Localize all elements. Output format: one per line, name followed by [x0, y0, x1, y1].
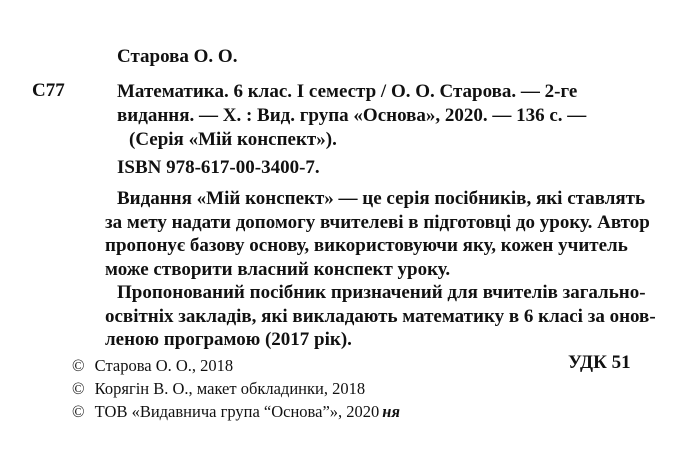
abstract-line: Видання «Мій конспект» — це серія посібників, які ставлять	[117, 188, 646, 209]
isbn: ISBN 978-617-00-3400-7.	[117, 157, 320, 178]
abstract-line: освітніх закладів, які викладають математику в 6 класі за онов-	[105, 305, 656, 327]
copyright-text: ТОВ «Видавнича група “Основа”», 2020	[94, 402, 380, 421]
copyright-text: Корягін В. О., макет обкладинки, 2018	[94, 379, 366, 398]
copyright-icon: ©	[72, 356, 85, 375]
abstract-line: пропонує базову основу, використовуючи яку, кожен учитель	[105, 235, 628, 256]
abstract-line: може створити власний конспект уроку.	[105, 258, 451, 280]
bib-line: видання. — Х. : Вид. група «Основа», 2020. — 136 с. —	[117, 105, 587, 126]
bib-line: (Серія «Мій конспект»).	[129, 129, 337, 150]
copyright-line	[72, 377, 400, 400]
copyright-icon: ©	[72, 402, 85, 421]
author-heading: Старова О. О.	[117, 46, 238, 67]
abstract-line: леною програмою (2017 рік).	[105, 329, 352, 350]
abstract	[105, 187, 677, 352]
bib-line: Математика. 6 клас. І семестр / О. О. Старова. — 2-ге	[117, 81, 578, 102]
abstract-line: Пропонований посібник призначений для вчителів загально-	[117, 282, 646, 303]
copyright-icon: ©	[72, 379, 85, 398]
classification-code: С77	[32, 80, 65, 101]
abstract-line: за мету надати допомогу вчителеві в підготовці до уроку. Автор	[105, 211, 650, 233]
bibliographic-description	[117, 80, 662, 152]
copyright-line	[72, 400, 400, 423]
udk-index: УДК 51	[568, 352, 631, 373]
copyright-mark: ня	[382, 402, 400, 421]
copyright-block	[72, 354, 400, 423]
copyright-line	[72, 354, 400, 377]
copyright-text: Старова О. О., 2018	[94, 356, 234, 375]
